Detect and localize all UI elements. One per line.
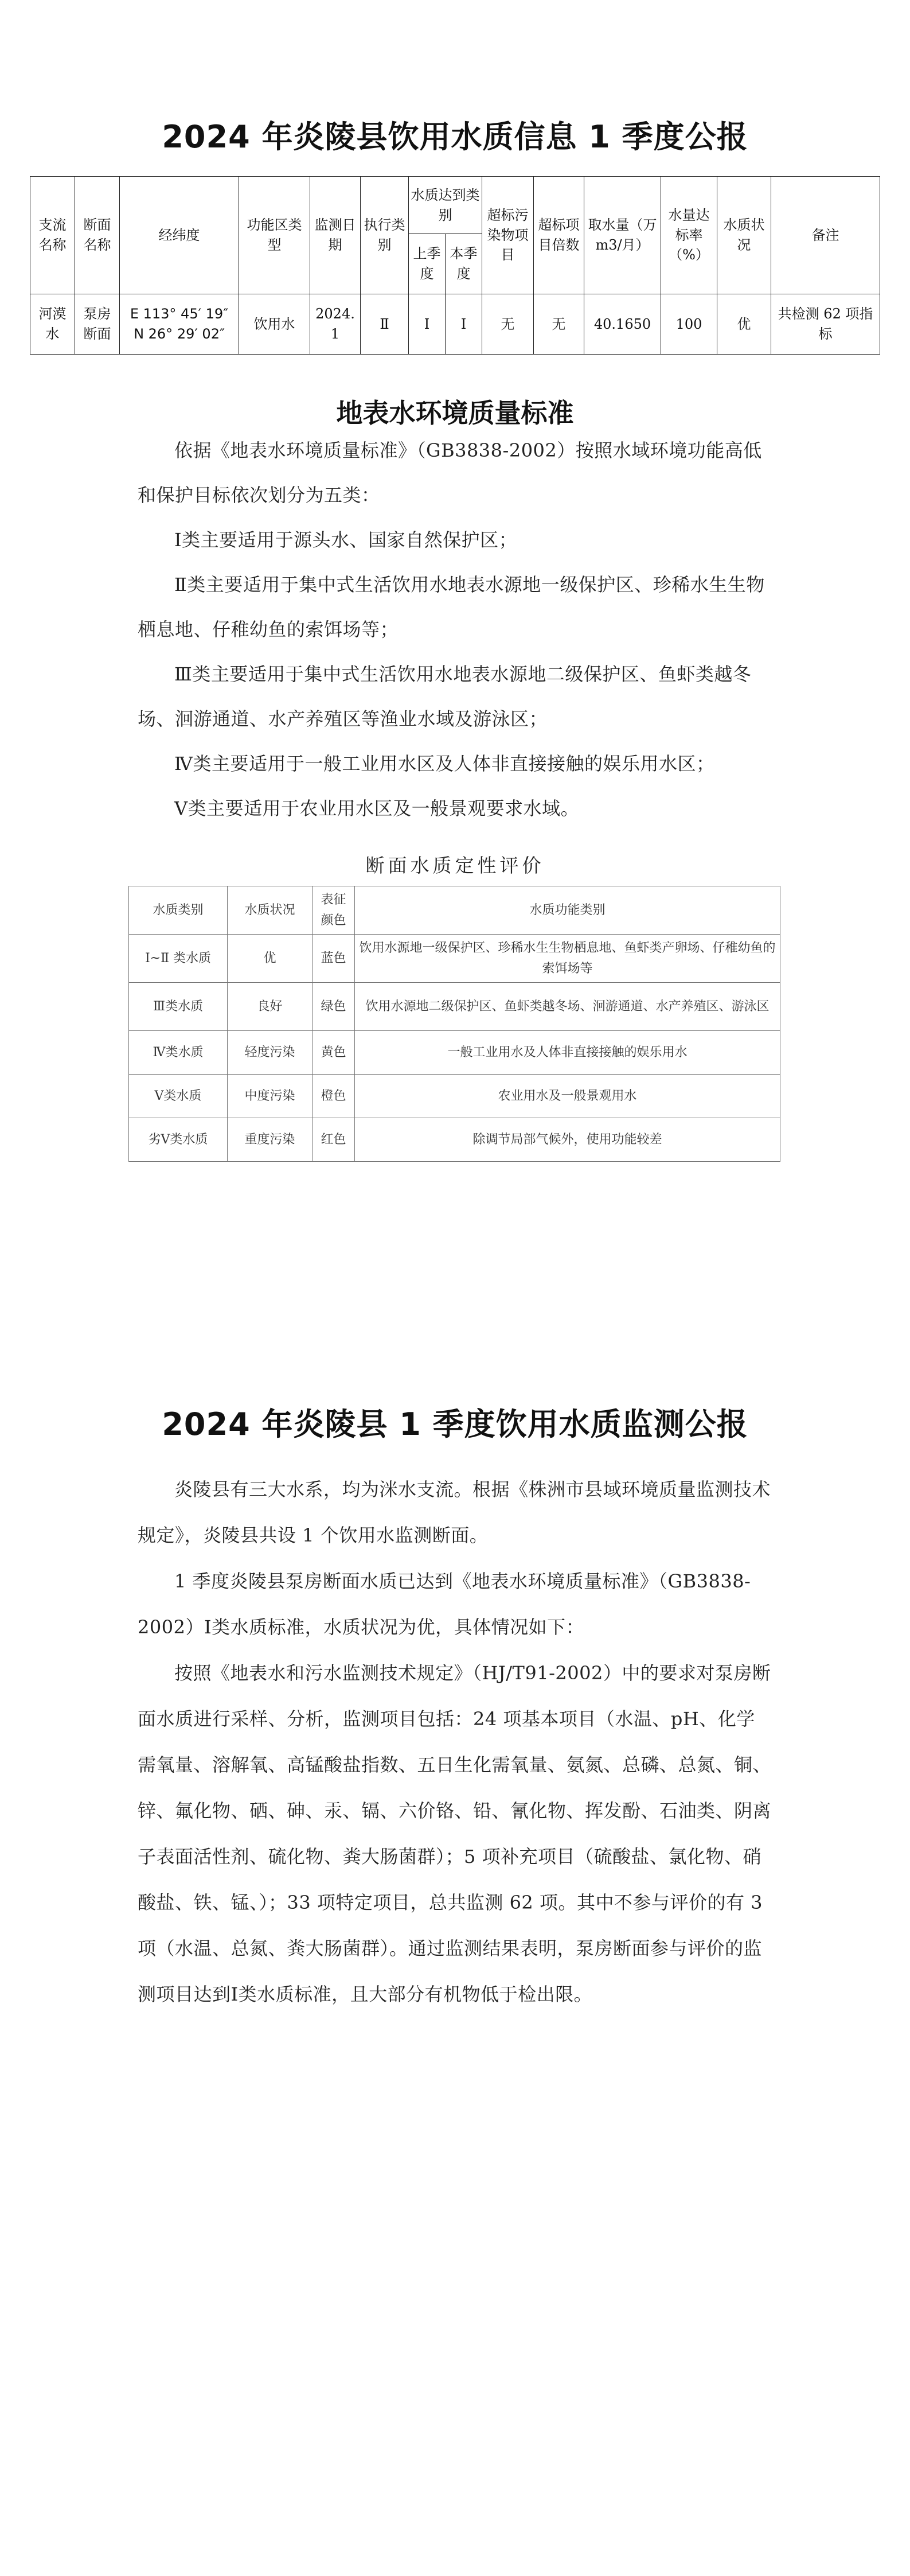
cell-coords bbox=[120, 294, 239, 355]
q-cell-color: 绿色 bbox=[313, 983, 355, 1031]
header-compliance: 水量达标率（%） bbox=[661, 177, 717, 294]
cell-date: 2024.1 bbox=[310, 294, 361, 355]
cell-intake: 40.1650 bbox=[584, 294, 661, 355]
q-cell-color: 红色 bbox=[313, 1118, 355, 1162]
header-zone-type: 功能区类型 bbox=[239, 177, 310, 294]
standard-paragraph: Ⅲ类主要适用于集中式生活饮用水地表水源地二级保护区、鱼虾类越冬场、洄游通道、水产养殖区等渔业水域及游泳区； bbox=[138, 663, 752, 730]
info-table-header-row bbox=[30, 177, 880, 234]
report-title: 2024 年炎陵县饮用水质信息 1 季度公报 bbox=[162, 119, 748, 155]
q-cell-function: 除调节局部气候外，使用功能较差 bbox=[355, 1118, 780, 1162]
header-date: 监测日期 bbox=[310, 177, 361, 294]
q-cell-status: 良好 bbox=[228, 983, 313, 1031]
cell-remark: 共检测 62 项指标 bbox=[771, 294, 880, 355]
standard-paragraph: Ⅱ类主要适用于集中式生活饮用水地表水源地一级保护区、珍稀水生生物栖息地、仔稚幼鱼的索饵场等； bbox=[138, 574, 765, 640]
monitoring-paragraph: 1 季度炎陵县泵房断面水质已达到《地表水环境质量标准》（GB3838-2002）Ⅰ类水质标准，水质状况为优，具体情况如下： bbox=[138, 1570, 751, 1638]
q-cell-color: 蓝色 bbox=[313, 935, 355, 983]
q-header-status: 水质状况 bbox=[228, 886, 313, 935]
q-header-function: 水质功能类别 bbox=[355, 886, 780, 935]
quality-table-row bbox=[129, 935, 780, 983]
q-cell-function: 饮用水源地二级保护区、鱼虾类越冬场、洄游通道、水产养殖区、游泳区 bbox=[355, 983, 780, 1031]
cell-compliance: 100 bbox=[661, 294, 717, 355]
monitoring-section-body bbox=[138, 1466, 773, 2017]
water-info-table bbox=[30, 176, 880, 355]
monitoring-paragraph: 按照《地表水和污水监测技术规定》（HJ/T91-2002）中的要求对泵房断面水质进行采样、分析，监测项目包括：24 项基本项目（水温、pH、化学需氧量、溶解氧、高锰酸盐指数、五日生化需氧量、氨氮、总磷、总氮、铜、锌、氟化物、硒、砷、汞、镉、六价铬、铅、氰化物、挥发酚、石油类、阴离子表面活性剂、硫化物、粪大肠菌群）；5 项补充项目（硫酸盐、氯化物、硝酸盐、铁、锰、）；33 项特定项目，总共监测 62 项。其中不参与评价的有 3 项（水温、总氮、粪大肠菌群）。通过监测结果表明，泵房断面参与评价的监测项目达到Ⅰ类水质标准，且大部分有机物低于检出限。 bbox=[138, 1662, 772, 2005]
quality-evaluation-table bbox=[128, 886, 780, 1162]
monitoring-paragraph: 炎陵县有三大水系，均为洣水支流。根据《株洲市县域环境质量监测技术规定》，炎陵县共设 1 个饮用水监测断面。 bbox=[138, 1478, 771, 1546]
header-status: 水质状况 bbox=[717, 177, 771, 294]
header-this-quarter: 本季度 bbox=[446, 234, 482, 294]
header-section: 断面名称 bbox=[75, 177, 120, 294]
cell-coord-e: E 113° 45′ 19″ bbox=[130, 306, 229, 322]
cell-coord-n: N 26° 29′ 02″ bbox=[134, 326, 225, 342]
header-class-group: 水质达到类别 bbox=[409, 177, 482, 234]
cell-section: 泵房断面 bbox=[75, 294, 120, 355]
q-cell-class: 劣Ⅴ类水质 bbox=[129, 1118, 228, 1162]
cell-status: 优 bbox=[717, 294, 771, 355]
cell-this-quarter: Ⅰ bbox=[446, 294, 482, 355]
header-exceed-times: 超标项目倍数 bbox=[534, 177, 584, 294]
quality-table-row bbox=[129, 1075, 780, 1118]
standard-paragraph: Ⅴ类主要适用于农业用水区及一般景观要求水域。 bbox=[174, 797, 580, 819]
q-cell-status: 优 bbox=[228, 935, 313, 983]
standard-paragraph: Ⅰ类主要适用于源头水、国家自然保护区； bbox=[174, 529, 518, 551]
q-cell-status: 轻度污染 bbox=[228, 1031, 313, 1075]
header-exec-class: 执行类别 bbox=[361, 177, 409, 294]
q-cell-function: 饮用水源地一级保护区、珍稀水生生物栖息地、鱼虾类产卵场、仔稚幼鱼的索饵场等 bbox=[355, 935, 780, 983]
cell-zone-type: 饮用水 bbox=[239, 294, 310, 355]
cell-branch: 河漠水 bbox=[30, 294, 75, 355]
q-header-color: 表征颜色 bbox=[313, 886, 355, 935]
q-cell-status: 重度污染 bbox=[228, 1118, 313, 1162]
q-cell-color: 黄色 bbox=[313, 1031, 355, 1075]
quality-table-row bbox=[129, 983, 780, 1031]
q-header-class: 水质类别 bbox=[129, 886, 228, 935]
standard-paragraph: Ⅳ类主要适用于一般工业用水区及人体非直接接触的娱乐用水区； bbox=[174, 753, 715, 775]
header-branch: 支流名称 bbox=[30, 177, 75, 294]
q-cell-class: Ⅲ类水质 bbox=[129, 983, 228, 1031]
quality-table-row bbox=[129, 1031, 780, 1075]
q-cell-class: Ⅳ类水质 bbox=[129, 1031, 228, 1075]
header-intake: 取水量（万m3/月） bbox=[584, 177, 661, 294]
q-cell-color: 橙色 bbox=[313, 1075, 355, 1118]
quality-table-caption: 断面水质定性评价 bbox=[365, 854, 545, 877]
q-cell-class: Ⅴ类水质 bbox=[129, 1075, 228, 1118]
q-cell-status: 中度污染 bbox=[228, 1075, 313, 1118]
standard-paragraph: 依据《地表水环境质量标准》（GB3838-2002）按照水域环境功能高低和保护目标依次划分为五类： bbox=[138, 439, 762, 506]
info-table-data-row bbox=[30, 294, 880, 355]
cell-pollutants: 无 bbox=[482, 294, 534, 355]
q-cell-class: Ⅰ~Ⅱ 类水质 bbox=[129, 935, 228, 983]
monitoring-section-title: 2024 年炎陵县 1 季度饮用水质监测公报 bbox=[162, 1406, 748, 1442]
quality-table-header-row bbox=[129, 886, 780, 935]
q-cell-function: 一般工业用水及人体非直接接触的娱乐用水 bbox=[355, 1031, 780, 1075]
cell-exec-class: Ⅱ bbox=[361, 294, 409, 355]
header-remark: 备注 bbox=[771, 177, 880, 294]
q-cell-function: 农业用水及一般景观用水 bbox=[355, 1075, 780, 1118]
standard-section-title: 地表水环境质量标准 bbox=[336, 398, 574, 429]
header-coords: 经纬度 bbox=[120, 177, 239, 294]
quality-table-row bbox=[129, 1118, 780, 1162]
standard-section-body bbox=[138, 428, 773, 831]
cell-prev-quarter: Ⅰ bbox=[409, 294, 446, 355]
header-pollutants: 超标污染物项目 bbox=[482, 177, 534, 294]
header-prev-quarter: 上季度 bbox=[409, 234, 446, 294]
cell-exceed-times: 无 bbox=[534, 294, 584, 355]
